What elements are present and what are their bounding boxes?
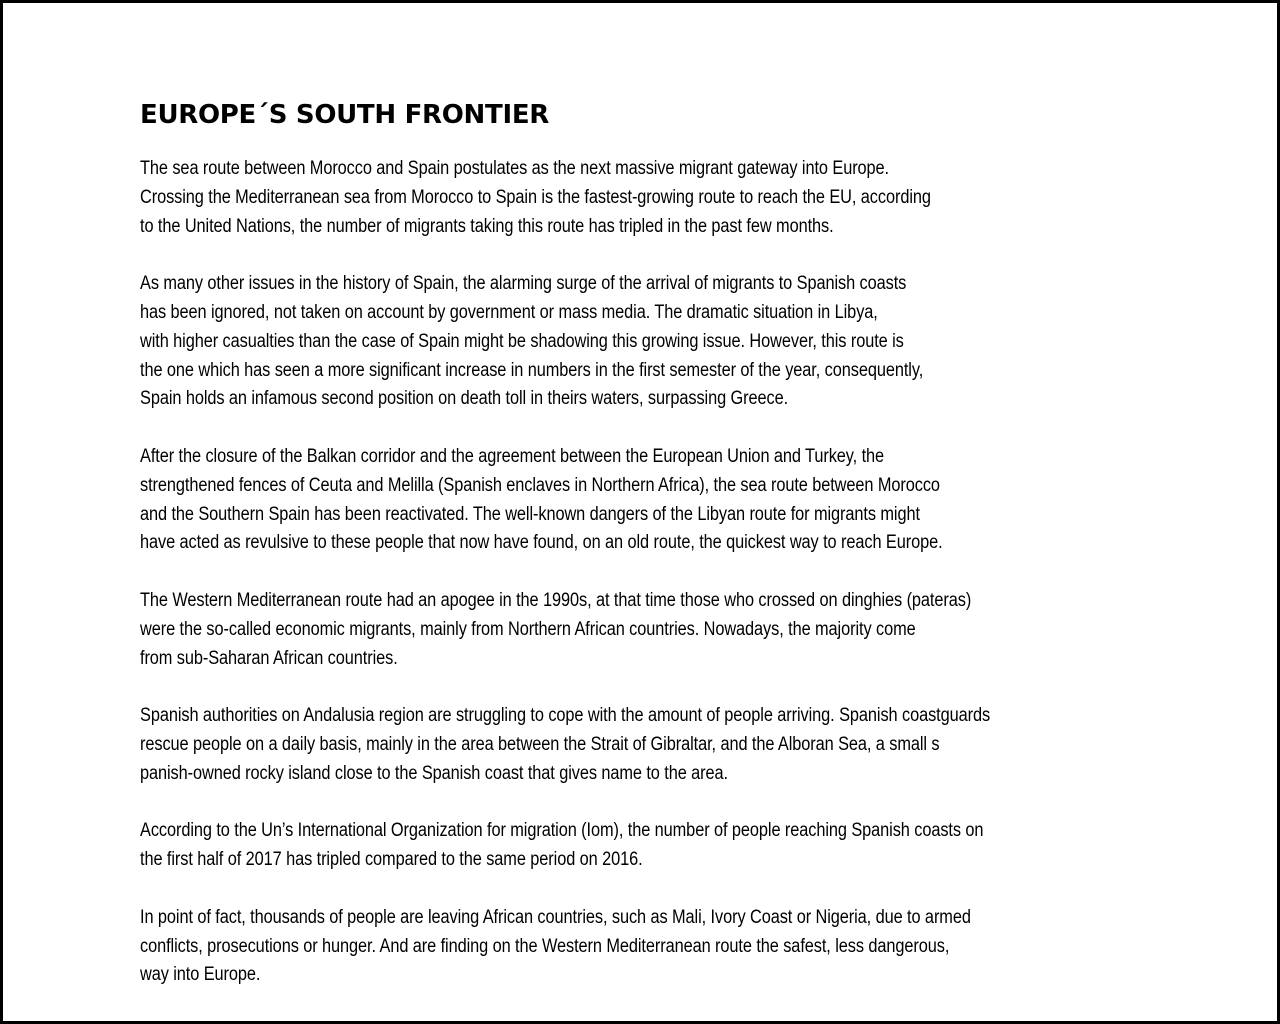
text-line: The sea route between Morocco and Spain postulates as the next massive migrant gateway into Europe. <box>140 158 890 179</box>
paragraph-3 <box>140 443 1140 558</box>
text-line: has been ignored, not taken on account by government or mass media. The dramatic situation in Libya, <box>140 301 878 323</box>
text-line: After the closure of the Balkan corridor and the agreement between the European Union and Turkey, the <box>140 445 885 467</box>
paragraph-7 <box>140 904 1140 990</box>
paragraph-2 <box>140 270 1140 414</box>
paragraph-1 <box>140 155 1140 241</box>
text-line: the first half of 2017 has tripled compared to the same period on 2016. <box>140 849 643 871</box>
text-line: way into Europe. <box>140 964 261 986</box>
text-line: As many other issues in the history of Spain, the alarming surge of the arrival of migrants to Spanish coasts <box>140 273 907 295</box>
page-title: EUROPE´S SOUTH FRONTIER <box>140 100 550 130</box>
text-line: have acted as revulsive to these people that now have found, on an old route, the quickest way to reach Europe. <box>140 532 943 554</box>
text-line: with higher casualties than the case of Spain might be shadowing this growing issue. However, this route is <box>140 330 904 352</box>
paragraph-4 <box>140 587 1140 673</box>
paragraph-6 <box>140 817 1140 875</box>
text-line: and the Southern Spain has been reactivated. The well-known dangers of the Libyan route for migrants might <box>140 503 920 525</box>
text-line: were the so-called economic migrants, mainly from Northern African countries. Nowadays, the majority come <box>140 618 916 640</box>
text-line: from sub-Saharan African countries. <box>140 647 398 669</box>
text-line: Crossing the Mediterranean sea from Morocco to Spain is the fastest-growing route to reach the EU, according <box>140 186 931 208</box>
text-line: panish-owned rocky island close to the Spanish coast that gives name to the area. <box>140 762 728 784</box>
text-line: According to the Un’s International Organization for migration (Iom), the number of people reaching Spanish coasts on <box>140 820 984 842</box>
text-line: the one which has seen a more significant increase in numbers in the first semester of the year, consequently, <box>140 359 924 381</box>
article-body <box>140 155 1140 1019</box>
text-line: The Western Mediterranean route had an apogee in the 1990s, at that time those who crossed on dinghies (pateras) <box>140 589 972 611</box>
paragraph-5 <box>140 702 1140 788</box>
text-line: In point of fact, thousands of people are leaving African countries, such as Mali, Ivory Coast or Nigeria, due to armed <box>140 906 971 928</box>
text-line: to the United Nations, the number of migrants taking this route has tripled in the past few months. <box>140 215 834 237</box>
text-line: Spanish authorities on Andalusia region are struggling to cope with the amount of people arriving. Spanish coastguards <box>140 705 991 727</box>
text-line: conflicts, prosecutions or hunger. And are finding on the Western Mediterranean route the safest, less dangerous, <box>140 935 950 957</box>
text-line: Spain holds an infamous second position on death toll in theirs waters, surpassing Greece. <box>140 388 789 410</box>
text-line: rescue people on a daily basis, mainly in the area between the Strait of Gibraltar, and the Alboran Sea, a small s <box>140 733 940 755</box>
text-line: strengthened fences of Ceuta and Melilla (Spanish enclaves in Northern Africa), the sea route between Morocco <box>140 474 940 496</box>
